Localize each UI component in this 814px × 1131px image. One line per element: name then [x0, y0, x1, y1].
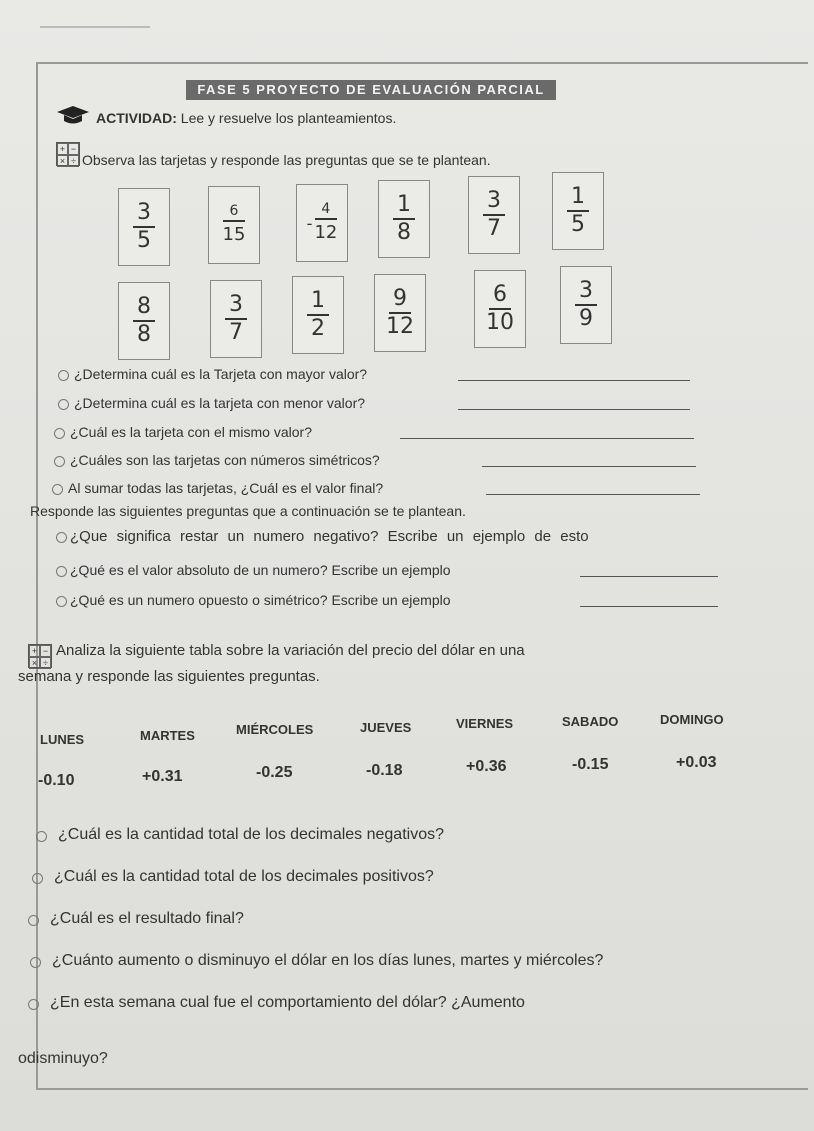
card-numerator: 1: [571, 184, 585, 209]
bullet-icon: [56, 532, 67, 543]
bullet-icon: [36, 831, 47, 842]
instruction-questions: Responde las siguientes preguntas que a continuación se te plantean.: [30, 503, 466, 519]
question-table: ¿Cuál es la cantidad total de los decimales positivos?: [54, 868, 434, 885]
fraction-card: [118, 188, 170, 266]
table-day-value: -0.25: [256, 764, 293, 781]
card-denominator: 9: [579, 306, 593, 331]
fraction-card: [292, 276, 344, 354]
question-cards: ¿Cuál es la tarjeta con el mismo valor?: [70, 424, 312, 440]
card-denominator: 12: [386, 314, 414, 339]
answer-line[interactable]: [458, 380, 690, 381]
instruction-table-line1: Analiza la siguiente tabla sobre la variación del precio del dólar en una: [56, 642, 525, 659]
last-line-text: odisminuyo?: [18, 1050, 108, 1067]
fraction-card: [118, 282, 170, 360]
fraction-card: [374, 274, 426, 352]
answer-line[interactable]: [400, 438, 694, 439]
instruction-table-line2: semana y responde las siguientes preguntas.: [18, 668, 320, 685]
answer-line[interactable]: [580, 576, 718, 577]
fraction-card: [474, 270, 526, 348]
card-denominator: 7: [487, 216, 501, 241]
bullet-icon: [54, 456, 65, 467]
table-day-value: -0.10: [38, 772, 75, 789]
card-denominator: 5: [571, 212, 585, 237]
table-day-header: VIERNES: [456, 716, 514, 731]
bullet-icon: [58, 399, 69, 410]
question-cards: ¿Determina cuál es la Tarjeta con mayor valor?: [74, 366, 368, 382]
answer-line[interactable]: [486, 494, 700, 495]
card-numerator: 3: [579, 278, 593, 303]
question-cards: Al sumar todas las tarjetas, ¿Cuál es el valor final?: [68, 480, 384, 496]
fraction-bar: [315, 218, 337, 220]
question-cards: ¿Cuáles son las tarjetas con números simétricos?: [70, 452, 380, 468]
question-table: ¿Cuál es la cantidad total de los decimales negativos?: [58, 826, 444, 843]
fraction-bar: [223, 220, 245, 222]
card-numerator: 1: [311, 288, 325, 313]
question-concept: ¿Qué es el valor absoluto de un numero? Escribe un ejemplo: [70, 562, 451, 578]
table-day-header: DOMINGO: [660, 712, 724, 727]
question-concept: ¿Que significa restar un numero negativo? Escribe un ejemplo de esto: [70, 528, 589, 545]
fraction-card: [560, 266, 612, 344]
instruction-cards: Observa las tarjetas y responde las preguntas que se te plantean.: [82, 152, 491, 168]
table-day-header: JUEVES: [360, 720, 412, 735]
question-concept: ¿Qué es un numero opuesto o simétrico? Escribe un ejemplo: [70, 592, 451, 608]
question-table: ¿En esta semana cual fue el comportamiento del dólar? ¿Aumento: [50, 994, 525, 1011]
table-day-value: +0.03: [676, 754, 717, 771]
question-cards: ¿Determina cuál es la tarjeta con menor valor?: [74, 395, 366, 411]
table-day-value: -0.15: [572, 756, 609, 773]
card-denominator: 2: [311, 316, 325, 341]
table-day-value: +0.36: [466, 758, 507, 775]
bullet-icon: [28, 915, 39, 926]
card-numerator: 4: [321, 201, 331, 217]
math-operations-icon-2: + − × ÷: [28, 644, 52, 668]
bullet-icon: [58, 370, 69, 381]
fraction-card: [468, 176, 520, 254]
table-day-value: +0.31: [142, 768, 183, 785]
bullet-icon: [56, 596, 67, 607]
bullet-icon: [32, 873, 43, 884]
top-rule: [40, 26, 150, 28]
card-numerator: 1: [397, 192, 411, 217]
table-day-header: MIÉRCOLES: [236, 722, 314, 737]
card-denominator: 10: [486, 310, 514, 335]
math-operations-icon: + − × ÷: [56, 142, 80, 166]
table-day-header: LUNES: [40, 732, 85, 747]
table-day-value: -0.18: [366, 762, 403, 779]
activity-label: ACTIVIDAD:: [96, 110, 177, 126]
bullet-icon: [54, 428, 65, 439]
activity-line: [96, 110, 396, 126]
card-numerator: 3: [229, 292, 243, 317]
card-denominator: 15: [222, 224, 246, 245]
fraction-card: [378, 180, 430, 258]
answer-line[interactable]: [482, 466, 696, 467]
fraction-card: [552, 172, 604, 250]
card-denominator: 7: [229, 320, 243, 345]
card-sign: -: [306, 213, 313, 233]
answer-line[interactable]: [580, 606, 718, 607]
card-numerator: 9: [393, 286, 407, 311]
bullet-icon: [30, 957, 41, 968]
card-numerator: 3: [137, 200, 151, 225]
question-table: ¿Cuánto aumento o disminuyo el dólar en los días lunes, martes y miércoles?: [52, 952, 604, 969]
bullet-icon: [56, 566, 67, 577]
answer-line[interactable]: [458, 409, 690, 410]
card-numerator: 6: [493, 282, 507, 307]
bullet-icon: [28, 999, 39, 1010]
card-numerator: 8: [137, 294, 151, 319]
bullet-icon: [52, 484, 63, 495]
card-numerator: 3: [487, 188, 501, 213]
fraction-card: [210, 280, 262, 358]
fraction-card: [208, 186, 260, 264]
card-denominator: 8: [397, 220, 411, 245]
worksheet-header: FASE 5 PROYECTO DE EVALUACIÓN PARCIAL: [186, 80, 556, 100]
card-denominator: 8: [137, 322, 151, 347]
fraction-card: [296, 184, 348, 262]
table-day-header: MARTES: [140, 728, 195, 743]
activity-text: Lee y resuelve los planteamientos.: [180, 110, 397, 126]
card-numerator: 6: [229, 203, 239, 219]
graduation-cap-icon: [56, 104, 90, 126]
card-denominator: 5: [137, 228, 151, 253]
card-denominator: 12: [314, 222, 338, 243]
question-table: ¿Cuál es el resultado final?: [50, 910, 244, 927]
table-day-header: SABADO: [562, 714, 619, 729]
